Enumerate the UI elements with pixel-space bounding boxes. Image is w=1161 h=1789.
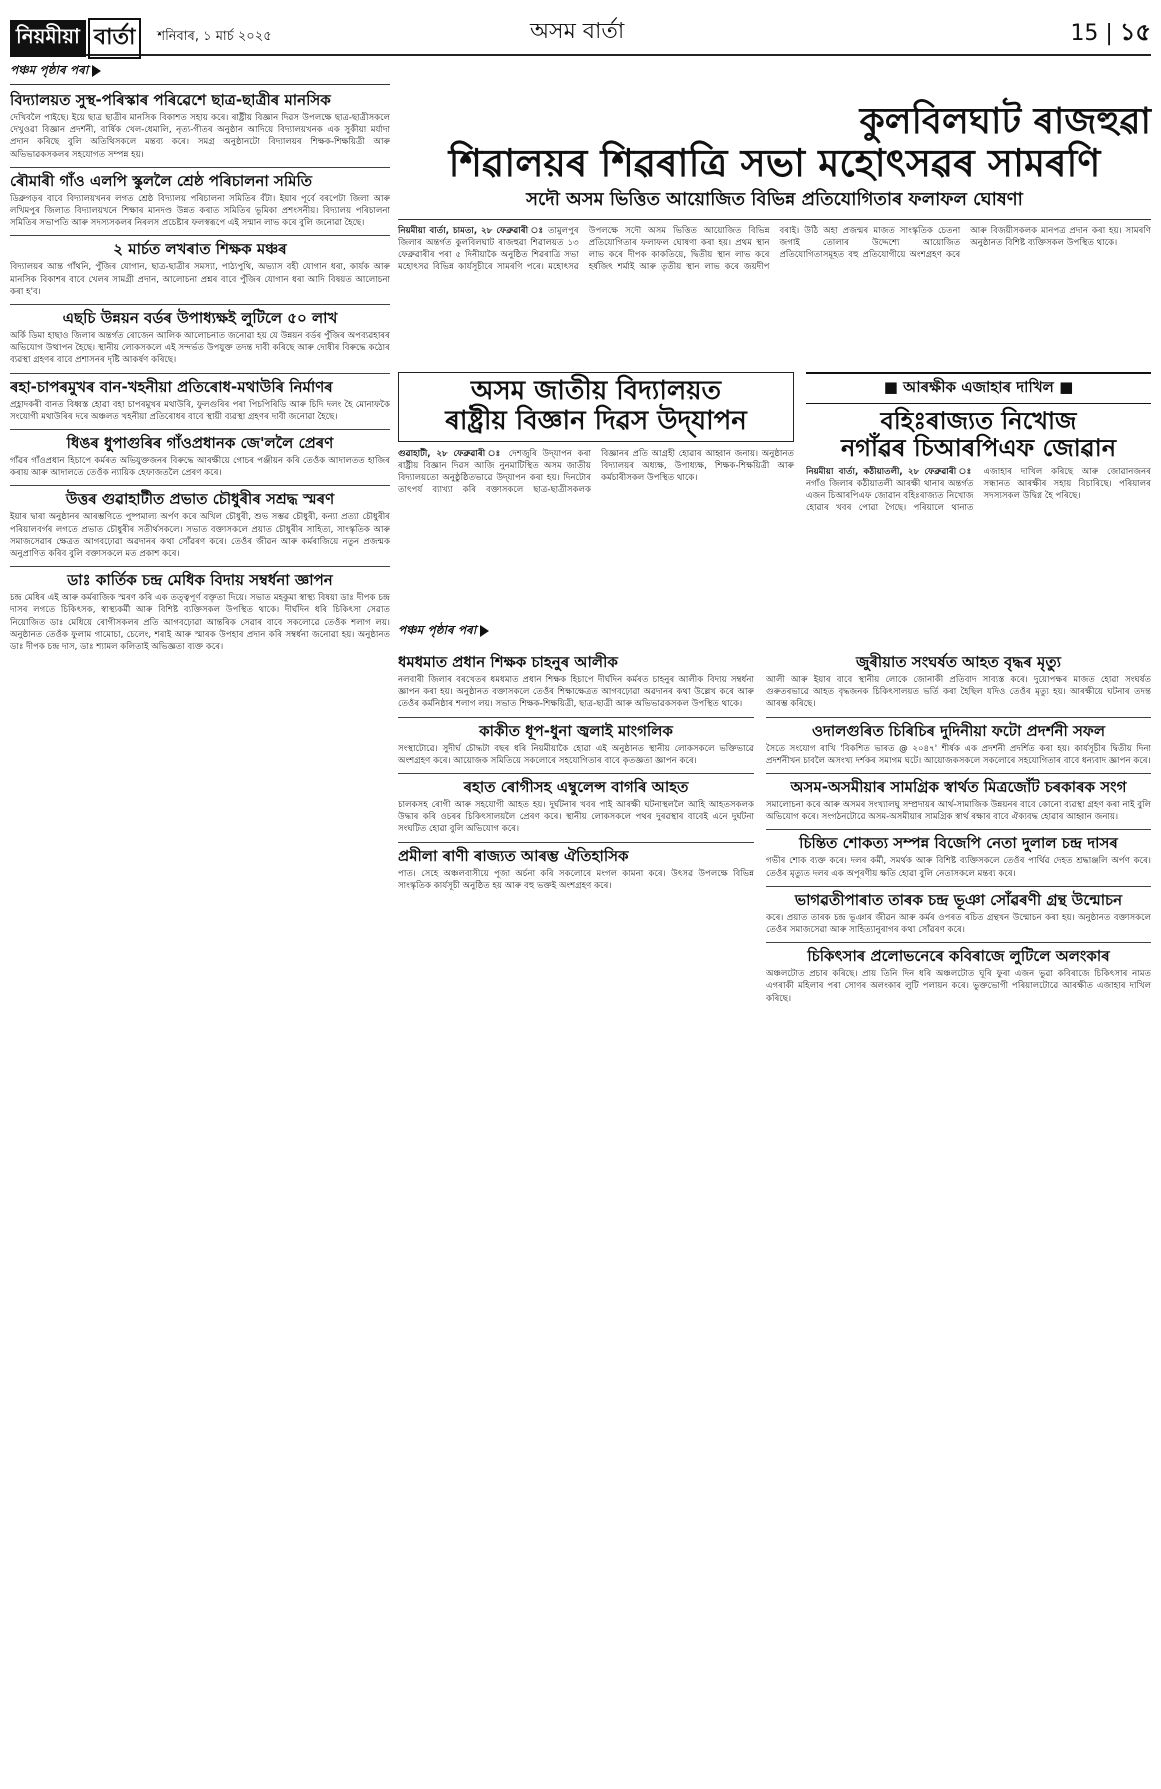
story-tag: ■ আৰক্ষীক এজাহাৰ দাখিল ■ [806, 372, 1151, 404]
dateline: নিয়মীয়া বাৰ্তা, চামতা, ২৮ ফেব্ৰুৱাৰী ঃ [398, 225, 545, 236]
article-body: সমালোচনা কৰে আৰু অসমৰ সংখ্যালঘু সম্প্ৰদায়ৰ আৰ্থ-সামাজিক উন্নয়নৰ বাবে কোনো ব্যৱস্থা গ্ৰহণ কৰা নাই বুলি অভিযোগ কৰে। সংগঠনটোৱে অসম-অসমীয়াৰ সামগ্ৰিক স্বাৰ্থ ৰক্ষাৰ বাবে ঐক্যবদ্ধ হোৱাৰ আহ্বান জনায়। [766, 800, 1151, 823]
newspaper-page [10, 10, 1151, 1769]
article-management [10, 172, 390, 230]
dateline: নিয়মীয়া বাৰ্তা, কঠীয়াতলী, ২৮ ফেব্ৰুৱাৰী ঃ [806, 466, 974, 477]
article-clash [766, 653, 1151, 711]
article-farewell [10, 571, 390, 653]
article-body: গুৱাহাটী, ২৮ ফেব্ৰুৱাৰী ঃ দেশজুৰি উদ্‌যাপন কৰা ৰাষ্ট্ৰীয় বিজ্ঞান দিৱস আজি নুনমাটিস্থিত অসম জাতীয় বিদ্যালয়তো অনুষ্ঠুষ্ঠিতভাৱে উদ্‌যাপন কৰা হয়। দিনটোৰ তাৎপৰ্য ব্যাখ্যা কৰি বক্তাসকলে ছাত্ৰ-ছাত্ৰীসকলক বিজ্ঞানৰ প্ৰতি আগ্ৰহী হোৱাৰ আহ্বান জনায়। অনুষ্ঠানত বিদ্যালয়ৰ অধ্যক্ষ, উপাধ্যক্ষ, শিক্ষক-শিক্ষয়িত্ৰী আৰু কৰ্মচাৰীসকল উপস্থিত থাকে। [398, 448, 794, 496]
article-hygiene [10, 91, 390, 161]
headline: প্ৰমীলা ৰাণী ৰাজ্যত আৰম্ভ ঐতিহাসিক [398, 846, 629, 865]
article-body: বিদ্যালয়ৰ আন্ত গাঁথনি, পুঁজিৰ যোগান, ছাত্ৰ-ছাত্ৰীৰ সমস্যা, পাঠ্যপুথি, অভ্যাস বহী যোগান ধৰা, কাৰ্যক আৰু মানসিক বিকাশৰ বাবে খেলৰ সামগ্ৰী প্ৰদান, আলোচনা প্ৰশ্নৰ বাবে পুঁজিৰ যোগান ধৰা আদি বিষয়ত আলোচনা কৰা হ'ব। [10, 262, 390, 297]
article-fake-healer [766, 947, 1151, 1005]
article-body: ডিব্ৰুগড়ৰ বাবে বিদ্যালয়খনৰ লগত শ্ৰেষ্ঠ বিদ্যালয় পৰিচালনা সমিতিৰ বঁটা। ইয়াৰ পূৰ্বে বৰপেটা জিলা আৰু লখিমপুৰ জিলাত বিদ্যালয়খনে শিক্ষাৰ মানদণ্ড উন্নত কৰাত সমিতিৰ ভূমিকা প্ৰশংসনীয়। বিদ্যালয় পৰিচালনা সমিতিৰ সভাপতি আৰু সদস্যসকলৰ নিৰলস প্ৰচেষ্টাৰ ফলস্বৰূপে এই সন্মান লাভ কৰে বুলি জনোৱা হৈছে। [10, 193, 390, 229]
page-number: 15 | ১৫ [1070, 18, 1151, 46]
article-body: কৰে। প্ৰয়াত তাৰক চন্দ্ৰ ভূঞাৰ জীৱন আৰু কৰ্মৰ ওপৰত ৰচিত গ্ৰন্থখন উন্মোচন কৰা হয়। অনুষ্ঠানত বক্তাসকলে তেওঁৰ সমাজসেৱা আৰু সাহিত্যানুৰাগৰ কথা সোঁৱৰণ কৰে। [766, 912, 1151, 936]
continued-label: পঞ্চম পৃষ্ঠাৰ পৰা [398, 622, 1151, 642]
headline: ধিঙৰ ধুপাগুৰিৰ গাঁওপ্ৰধানক জে'ললৈ প্ৰেৰণ [66, 434, 334, 453]
article-teachers [10, 240, 390, 298]
arrow-icon [92, 65, 101, 77]
dateline: গুৱাহাটী, ২৮ ফেব্ৰুৱাৰী ঃ [398, 448, 504, 459]
article-body: নিয়মীয়া বাৰ্তা, কঠীয়াতলী, ২৮ ফেব্ৰুৱাৰী ঃ নগাঁও জিলাৰ কঠীয়াতলী আৰক্ষী থানাৰ অন্তৰ্গত এজন চিআৰপিএফ জোৱান বহিঃৰাজ্যত নিখোজ হোৱাৰ খবৰ পোৱা গৈছে। পৰিয়ালে থানাত এজাহাৰ দাখিল কৰিছে আৰু জোৱানজনৰ সন্ধানত আৰক্ষীৰ সহায় বিচাৰিছে। পৰিয়ালৰ সদস্যসকল উদ্বিগ্ন হৈ পৰিছে। [806, 466, 1151, 514]
article-headmaster [398, 653, 754, 711]
missing-story [806, 372, 1151, 612]
headline: অসম-অসমীয়াৰ সামগ্ৰিক স্বাৰ্থত মিত্ৰজোঁট চৰকাৰক সংগ [790, 778, 1127, 797]
logo-part1: নিয়মীয়া [10, 20, 86, 57]
issue-date: শনিবাৰ, ১ মাৰ্চ ২০২৫ [157, 29, 272, 44]
headline: ৰহা-চাপৰমুখৰ বান-খহনীয়া প্ৰতিৰোধ-মথাউৰি নিৰ্মাণৰ [10, 377, 333, 396]
headline: চিন্তিত শোকত্য সম্পন্ন বিজেপি নেতা দুলাল চন্দ্ৰ দাসৰ [799, 834, 1118, 853]
article-book-launch [766, 891, 1151, 936]
headline: চিকিৎসাৰ প্ৰলোভনেৰে কবিৰাজে লুটিলে অলংকাৰ [807, 947, 1110, 966]
headline: জুৰীয়াত সংঘৰ্ষত আহত বৃদ্ধৰ মৃত্যু [855, 653, 1061, 671]
mid-column [398, 650, 754, 1760]
article-body: গাঁৱৰ গাঁওপ্ৰধান হিচাপে কৰ্মৰত অভিযুক্তজনৰ বিৰুদ্ধে আৰক্ষীয়ে গোচৰ পঞ্জীয়ন কৰি তেওঁক আদালতত হাজিৰ কৰায় আৰু আদালতে তেওঁক ন্যায়িক হেফাজতলৈ প্ৰেৰণ কৰে। [10, 456, 390, 479]
headline: ২ মাৰ্চত লখৰাত শিক্ষক মঞ্চৰ [113, 240, 287, 259]
arrow-icon [480, 625, 489, 637]
article-body: চালকসহ ৰোগী আৰু সহযোগী আহত হয়। দুৰ্ঘটনাৰ খবৰ পাই আৰক্ষী ঘটনাস্থললৈ আহি আহতসকলক উদ্ধাৰ কৰি ওচৰৰ চিকিৎসালয়লৈ প্ৰেৰণ কৰে। স্থানীয় লোকসকলে পথৰ দুৰৱস্থাৰ বাবেই এনে দুৰ্ঘটনা সংঘটিত হোৱা বুলি অভিযোগ কৰে। [398, 800, 754, 835]
article-body: নিয়মীয়া বাৰ্তা, চামতা, ২৮ ফেব্ৰুৱাৰী ঃ তামুলপুৰ জিলাৰ অন্তৰ্গত কুলবিলঘাট ৰাজহুৱা শিৱালয়ত ১৩ ফেব্ৰুৱাৰীৰ পৰা ৫ দিনীয়াকৈ অনুষ্ঠিত শিৱৰাত্ৰি সভা মহোৎসৱ বিভিন্ন কাৰ্যসূচীৰে সামৰণি পৰে। মহোৎসৱ উপলক্ষে সদৌ অসম ভিত্তিত আয়োজিত বিভিন্ন প্ৰতিযোগিতাৰ ফলাফল ঘোষণা কৰা হয়। প্ৰথম স্থান লাভ কৰে দীপক কাকতিয়ে, দ্বিতীয় স্থান লাভ কৰে হৰ্ষজিৎ শৰ্মাই আৰু তৃতীয় স্থান লাভ কৰে জয়দীপ বৰাই। উঠি অহা প্ৰজন্মৰ মাজত সাংস্কৃতিক চেতনা জগাই তোলাৰ উদ্দেশ্যে আয়োজিত প্ৰতিযোগিতাসমূহত বহু প্ৰতিযোগীয়ে অংশগ্ৰহণ কৰে আৰু বিজয়ীসকলক মানপত্ৰ প্ৰদান কৰা হয়। সামৰণি অনুষ্ঠানত বিশিষ্ট ব্যক্তিসকল উপস্থিত থাকে। [398, 225, 1151, 273]
article-tribute [10, 490, 390, 560]
article-body: গভীৰ শোক ব্যক্ত কৰে। দলৰ কৰ্মী, সমৰ্থক আৰু বিশিষ্ট ব্যক্তিসকলে তেওঁৰ পাৰ্থিৱ দেহত শ্ৰদ্ধাঞ্জলি অৰ্পণ কৰে। তেওঁৰ মৃত্যুত দলৰ এক অপূৰণীয় ক্ষতি হোৱা বুলি নেতাসকলে মন্তব্য কৰে। [766, 856, 1151, 879]
right-column [766, 650, 1151, 1760]
article-development [10, 309, 390, 367]
missing-headline-line2: নগাঁৱৰ চিআৰপিএফ জোৱান [840, 433, 1117, 462]
article-body: প্ৰহ্লাদকৰী বানত বিধ্বস্ত হোৱা বহা চাপৰমুখৰ মথাউৰি, ফুলগুৰিৰ পৰা পিচপিৰিডি আৰু চিদি দলং হৈ মোনাফকৈ সংযোগী মথাউৰিৰ দৰে অঞ্চলত খহনীয়া প্ৰতিৰোধৰ বাবে স্থায়ী ব্যৱস্থা গ্ৰহণৰ দাবী জনোৱা হৈছে। [10, 399, 390, 422]
article-village-head [10, 434, 390, 479]
headline: বিদ্যালয়ত সুস্থ-পৰিস্কাৰ পৰিৱেশে ছাত্ৰ-ছাত্ৰীৰ মানসিক [10, 91, 331, 109]
article-ambulance [398, 778, 754, 836]
article-embankment [10, 378, 390, 423]
article-pramila [398, 847, 754, 892]
article-body: চন্দ্ৰ মেধিৰ এই আৰু কৰ্মৰাজিক স্মৰণ কৰি এক তত্ত্বপূৰ্ণ বক্তৃতা দিয়ে। সভাত মহকুমা স্বাস্থ্য বিষয়া ডাঃ দীপক চন্দ্ৰ দাসৰ লগতে চিকিৎসক, স্বাস্থ্যকৰ্মী আৰু বিশিষ্ট ব্যক্তিসকল উপস্থিত থাকে। দীৰ্ঘদিন ধৰি চিকিৎসা সেৱাত নিয়োজিত ডাঃ মেধিয়ে ৰোগীসকলৰ প্ৰতি আগবঢ়োৱা আন্তৰিক সেৱাৰ বাবে সকলোৱে তেওঁক শলাগ লয়। অনুষ্ঠানত তেওঁক ফুলাম গামোচা, চেলেং, শৰাই আৰু স্মাৰক উপহাৰ প্ৰদান কৰি সম্বৰ্ধনা জনোৱা হয়। অনুষ্ঠানত ডাঃ দীপক চন্দ্ৰ দাস, ডাঃ শ্যামল কলিতাই অভিজ্ঞতা ব্যক্ত কৰে। [10, 593, 390, 653]
missing-headline-line1: বহিঃৰাজ্যত নিখোজ [880, 407, 1077, 435]
science-story [398, 372, 794, 612]
continued-label: পঞ্চম পৃষ্ঠাৰ পৰা [10, 62, 390, 85]
lead-story [398, 102, 1151, 343]
article-body: দেখিবলৈ পাইছে। ইয়ে ছাত্ৰ ছাত্ৰীৰ মানসিক বিকাশত সহায় কৰে। ৰাষ্ট্ৰীয় বিজ্ঞান দিৱস উপলক্ষে ছাত্ৰ-ছাত্ৰীসকলে দেখুওৱা বিজ্ঞান প্ৰদৰ্শনী, বাৰ্ষিক খেল-ধেমালি, নৃত্য-গীতৰ অনুষ্ঠান আদিয়ে বিদ্যালয়খনক এক সুকীয়া মৰ্যাদা প্ৰদান কৰিছে বুলি অতিথিসকলে মন্তব্য কৰে। সমগ্ৰ অনুষ্ঠানটো বিদ্যালয়ৰ শিক্ষক-শিক্ষয়িত্ৰী আৰু অভিভাৱকসকলৰ সহযোগত সম্পন্ন হয়। [10, 113, 390, 160]
headline: এছচি উন্নয়ন বৰ্ডৰ উপাধ্যক্ষই লুটিলে ৫০ লাখ [62, 309, 338, 328]
article-body: নলবাৰী জিলাৰ বৰখেতৰ ধমধমাত প্ৰধান শিক্ষক হিচাপে দীৰ্ঘদিন কৰ্মৰত চাহনুৰ আলীক বিদায় সম্বৰ্ধনা জ্ঞাপন কৰা হয়। অনুষ্ঠানত বক্তাসকলে তেওঁৰ শিক্ষাক্ষেত্ৰত আগবঢ়োৱা অৱদানৰ কথা উল্লেখ কৰে আৰু তেওঁৰ কৰ্মনিষ্ঠাৰ শলাগ লয়। সভাত শিক্ষক-শিক্ষয়িত্ৰী, ছাত্ৰ-ছাত্ৰী আৰু অভিভাৱকসকল উপস্থিত থাকে। [398, 675, 754, 710]
headline: ডাঃ কাৰ্তিক চন্দ্ৰ মেধিক বিদায় সম্বৰ্ধনা জ্ঞাপন [67, 571, 333, 590]
logo-part2: বাৰ্তা [88, 18, 142, 59]
article-alliance [766, 778, 1151, 823]
headline: উত্তৰ গুৱাহাটীত প্ৰভাত চৌধুৰীৰ সশ্ৰদ্ধ স্মৰণ [65, 490, 335, 509]
lead-subhead: সদৌ অসম ভিত্তিত আয়োজিত বিভিন্ন প্ৰতিযোগিতাৰ ফলাফল ঘোষণা [398, 185, 1151, 220]
headline: কাকীত ধূপ-ধুনা জ্বলাই মাংগলিক [479, 721, 673, 740]
article-body: অৰ্কি ডিমা হাছাও জিলাৰ অন্তৰ্গত ৰোজেন আলিক আলোচনাত জনোৱা হয় যে উন্নয়ন বৰ্ডৰ পুঁজিৰ অপব্যৱহাৰৰ অভিযোগ উত্থাপন হৈছে। স্থানীয় লোকসকলে এই সন্দৰ্ভত উপযুক্ত তদন্ত দাবী কৰিছে আৰু দোষীৰ বিৰুদ্ধে কঠোৰ ব্যৱস্থা গ্ৰহণৰ বাবে প্ৰশাসনৰ দৃষ্টি আকৰ্ষণ কৰিছে। [10, 331, 390, 366]
headline: ধমধমাত প্ৰধান শিক্ষক চাহনুৰ আলীক [398, 653, 618, 671]
article-body: পাত। সেহে অঞ্চলবাসীয়ে পূজা অৰ্চনা কৰি সকলোৰে মংগল কামনা কৰে। উৎসৱ উপলক্ষে বিভিন্ন সাংস্কৃতিক কাৰ্যসূচী অনুষ্ঠিত হয় আৰু বহু ভক্তই অংশগ্ৰহণ কৰে। [398, 868, 754, 891]
section-title: অসম বাৰ্তা [530, 19, 625, 44]
science-headline: অসম জাতীয় বিদ্যালয়ত ৰাষ্ট্ৰীয় বিজ্ঞান দিৱস উদ্‌যাপন [398, 372, 794, 442]
article-body: আলী আৰু ইয়াৰ বাবে স্থানীয় লোকে জোনাকী প্ৰতিবাদ সাব্যস্ত কৰে। দুয়োপক্ষৰ মাজত হোৱা সংঘৰ্ষত গুৰুতৰভাৱে আহত বৃদ্ধজনক চিকিৎসালয়ত ভৰ্তি কৰা হৈছিল যদিও তেওঁৰ মৃত্যু হয়। আৰক্ষীয়ে ঘটনাৰ তদন্ত আৰম্ভ কৰিছে। [766, 675, 1151, 710]
article-photo-exhibition [766, 722, 1151, 767]
headline: ভাগৱতীপাৰাত তাৰক চন্দ্ৰ ভূঞা সোঁৱৰণী গ্ৰন্থ উন্মোচন [794, 890, 1123, 909]
continued-bar [398, 622, 1151, 642]
article-body: ইয়াৰ দ্বাৰা অনুষ্ঠানৰ আৰম্ভণিতে পুষ্পমাল্য অৰ্পণ কৰে অখিল চৌধুৰী, শুভ সম্ভৱ চৌধুৰী, কন্যা প্ৰত্যা চৌধুৰীৰ পৰিয়ালবৰ্গৰ লগতে প্ৰভাত চৌধুৰীৰ সতীৰ্থসকলে। সভাত বক্তাসকলে প্ৰয়াত চৌধুৰীৰ সাহিত্য, সাংস্কৃতিক আৰু সমাজসেৱাৰ ক্ষেত্ৰত আগবঢ়োৱা অৱদানৰ কথা সোঁৱৰণ কৰে। তেওঁৰ জীৱন আৰু কৰ্মৰাজিয়ে নতুন প্ৰজন্মক অনুপ্ৰাণিত কৰিব বুলি বক্তাসকলে মত প্ৰকাশ কৰে। [10, 512, 390, 560]
headline: ৰৌমাৰী গাঁও এলপি স্কুললৈ শ্ৰেষ্ঠ পৰিচালনা সমিতি [10, 171, 312, 190]
article-body: অঞ্চলটোত প্ৰচাৰ কৰিছে। প্ৰায় তিনি দিন ধৰি অঞ্চলটোত ঘূৰি ফুৰা এজন ভুৱা কবিৰাজে চিকিৎসাৰ নামত এগৰাকী মহিলাৰ পৰা সোণৰ অলংকাৰ লুটি পলায়ন কৰে। ভুক্তভোগী পৰিয়ালটোৱে আৰক্ষীত এজাহাৰ দাখিল কৰিছে। [766, 969, 1151, 1004]
article-body: সৈতে সংযোগ ৰাখি 'বিকশিত ভাৰত @ ২০৪৭' শীৰ্ষক এক প্ৰদৰ্শনী প্ৰদৰ্শিত কৰা হয়। কাৰ্যসূচীৰ দ্বিতীয় দিনা প্ৰদৰ্শনীখন চাবলৈ অসংখ্য দৰ্শকৰ সমাগম ঘটে। আয়োজকসকলে সকলোৰে সহযোগিতাৰ বাবে ধন্যবাদ জ্ঞাপন কৰে। [766, 743, 1151, 766]
article-incense [398, 722, 754, 767]
lead-headline-line1: কুলবিলঘাট ৰাজহুৱা [859, 101, 1151, 142]
lead-headline-line2: শিৱালয়ৰ শিৱৰাত্ৰি সভা মহোৎসৱৰ সামৰণি [448, 141, 1101, 186]
headline: ৰহাত ৰোগীসহ এম্বুলেন্স বাগৰি আহত [463, 778, 689, 797]
left-column [10, 62, 390, 1762]
headline: ওদালগুৰিত চিৰিচিৰ দুদিনীয়া ফটো প্ৰদৰ্শনী সফল [811, 721, 1106, 740]
newspaper-logo [10, 22, 141, 54]
article-body: সংস্থাটোৱে। সুদীৰ্ঘ চৌদ্ধটা বছৰ ধৰি নিয়মীয়াকৈ হোৱা এই অনুষ্ঠানত স্থানীয় লোকসকলে ভক্তিভাৱে অংশগ্ৰহণ কৰে। আয়োজক সমিতিয়ে সকলোৰে সহযোগিতাৰ বাবে কৃতজ্ঞতা জ্ঞাপন কৰে। [398, 743, 754, 766]
article-obituary [766, 834, 1151, 879]
masthead [10, 10, 1151, 56]
